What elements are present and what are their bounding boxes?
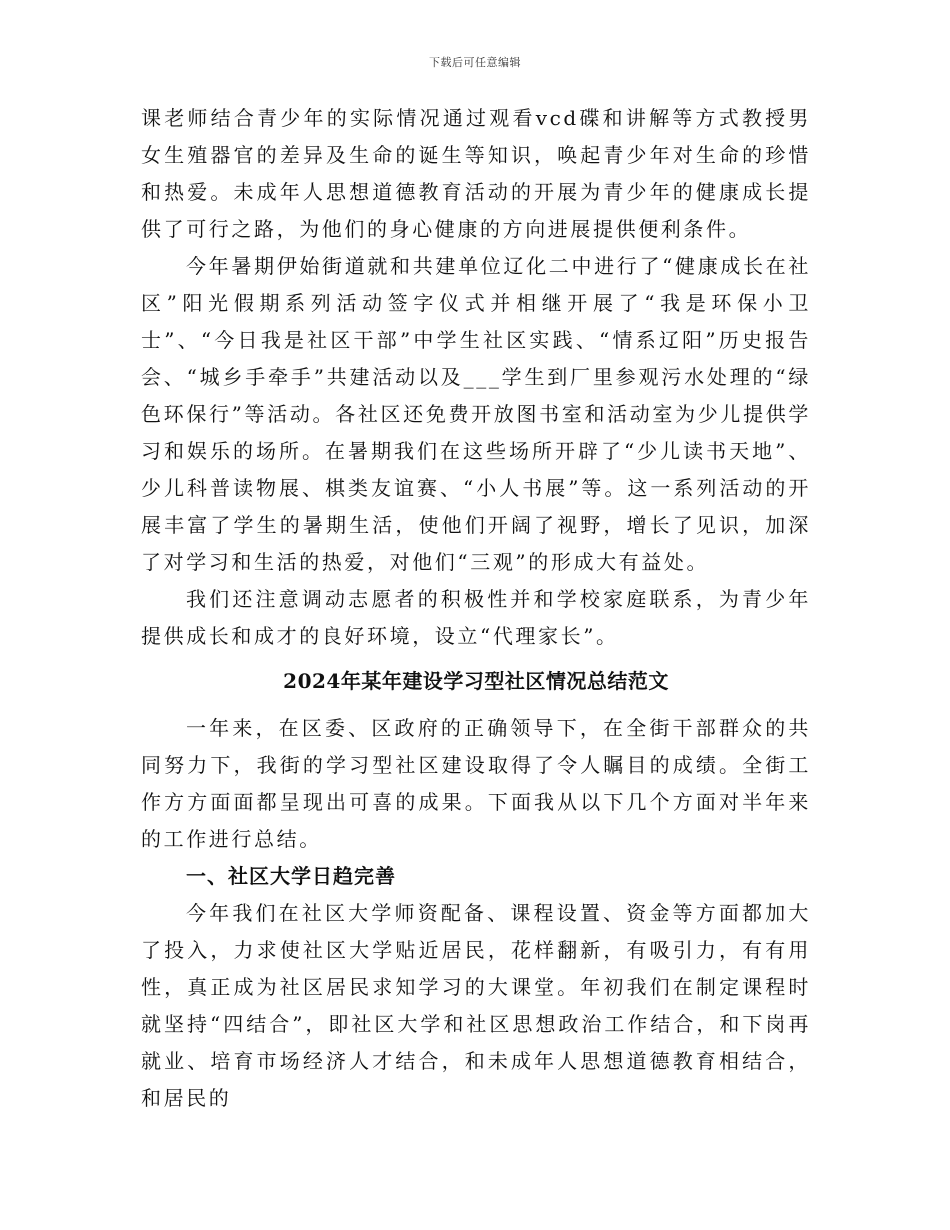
paragraph-intro: 一年来，在区委、区政府的正确领导下，在全街干部群众的共同努力下，我街的学习型社区建设取得了令人瞩目的成绩。全街工作方方面面都呈现出可喜的成果。下面我从以下几个方面对半年来的工作进行总结。 <box>141 716 811 851</box>
article-title: 2024年某年建设学习型社区情况总结范文 <box>283 669 669 693</box>
paragraph-summer-activities: 今年暑期伊始街道就和共建单位辽化二中进行了“健康成长在社区”阳光假期系列活动签字仪式并相继开展了“我是环保小卫士”、“今日我是社区干部”中学生社区实践、“情系辽阳”历史报告会、“城乡手牵手”共建活动以及___学生到厂里参观污水处理的“绿色环保行”等活动。各社区还免费开放图书室和活动室为少儿提供学习和娱乐的场所。在暑期我们在这些场所开辟了“少儿读书天地”、少儿科普读物展、棋类友谊赛、“小人书展”等。这一系列活动的开展丰富了学生的暑期生活，使他们开阔了视野，增长了见识，加深了对学习和生活的热爱，对他们“三观”的形成大有益处。 <box>141 254 811 574</box>
paragraph-continued: 课老师结合青少年的实际情况通过观看vcd碟和讲解等方式教授男女生殖器官的差异及生命的诞生等知识，唤起青少年对生命的珍惜和热爱。未成年人思想道德教育活动的开展为青少年的健康成长提供了可行之路，为他们的身心健康的方向进展提供便利条件。 <box>141 106 811 241</box>
header-note: 下载后可任意编辑 <box>429 56 521 69</box>
paragraph-community-university: 今年我们在社区大学师资配备、课程设置、资金等方面都加大了投入，力求使社区大学贴近居民，花样翻新，有吸引力，有有用性，真正成为社区居民求知学习的大课堂。年初我们在制定课程时就坚持“四结合”，即社区大学和社区思想政治工作结合，和下岗再就业、培育市场经济人才结合，和未成年人思想道德教育相结合，和居民的 <box>141 901 811 1110</box>
section-heading-1: 一、社区大学日趋完善 <box>186 864 396 888</box>
document-body <box>141 100 811 1117</box>
paragraph-volunteers: 我们还注意调动志愿者的积极性并和学校家庭联系，为青少年提供成长和成才的良好环境，设立“代理家长”。 <box>141 587 811 648</box>
